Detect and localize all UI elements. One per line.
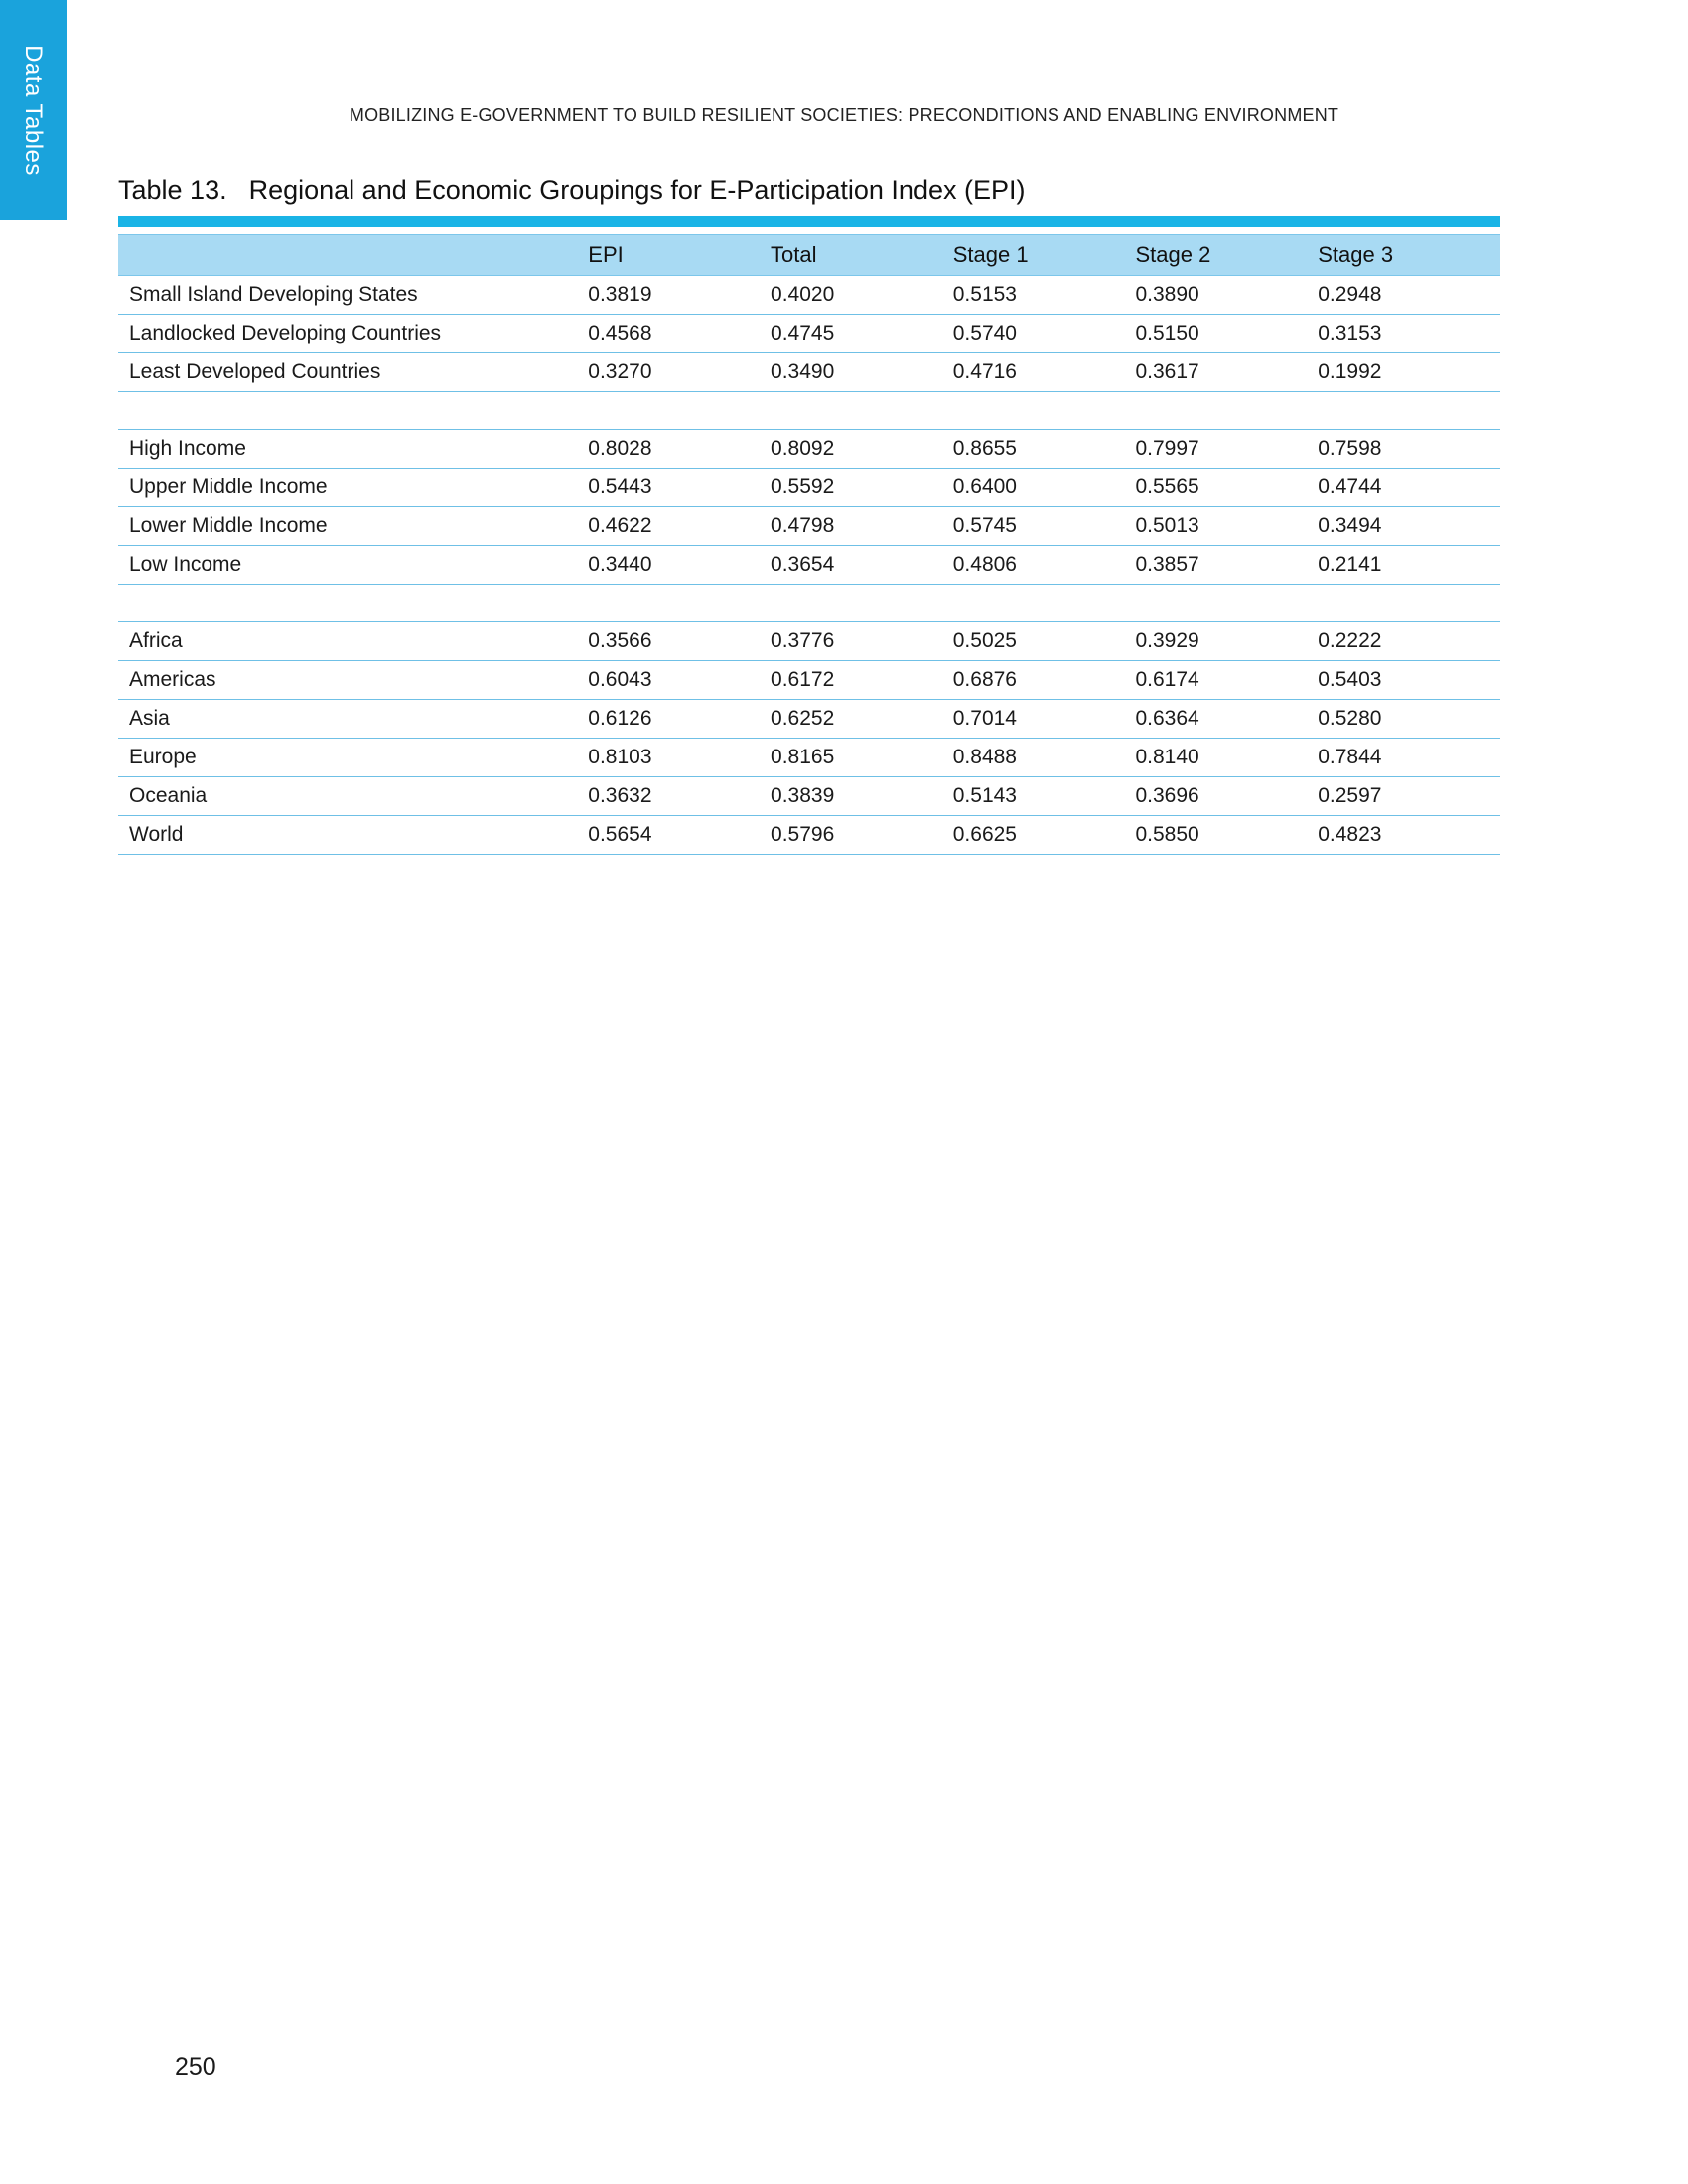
row-label-cell: Small Island Developing States bbox=[118, 276, 588, 315]
header-cell bbox=[118, 235, 588, 276]
row-label-cell: Africa bbox=[118, 622, 588, 661]
value-cell: 0.4020 bbox=[771, 276, 953, 315]
value-cell: 0.2222 bbox=[1318, 622, 1500, 661]
value-cell: 0.6400 bbox=[953, 469, 1136, 507]
value-cell: 0.3819 bbox=[588, 276, 771, 315]
value-cell: 0.7844 bbox=[1318, 739, 1500, 777]
table-row bbox=[118, 469, 1500, 507]
separator-cell bbox=[118, 585, 1500, 622]
value-cell: 0.3490 bbox=[771, 353, 953, 392]
row-label-cell: Asia bbox=[118, 700, 588, 739]
table-row bbox=[118, 777, 1500, 816]
value-cell: 0.4745 bbox=[771, 315, 953, 353]
value-cell: 0.3890 bbox=[1135, 276, 1318, 315]
value-cell: 0.6625 bbox=[953, 816, 1136, 855]
value-cell: 0.6126 bbox=[588, 700, 771, 739]
value-cell: 0.3632 bbox=[588, 777, 771, 816]
running-header: MOBILIZING E-GOVERNMENT TO BUILD RESILIENT SOCIETIES: PRECONDITIONS AND ENABLING ENVIRONMENT bbox=[349, 105, 1339, 125]
row-label-cell: Upper Middle Income bbox=[118, 469, 588, 507]
value-cell: 0.1992 bbox=[1318, 353, 1500, 392]
header-cell: Total bbox=[771, 235, 953, 276]
value-cell: 0.5745 bbox=[953, 507, 1136, 546]
value-cell: 0.3696 bbox=[1135, 777, 1318, 816]
value-cell: 0.6043 bbox=[588, 661, 771, 700]
table-row bbox=[118, 816, 1500, 855]
value-cell: 0.3494 bbox=[1318, 507, 1500, 546]
row-label-cell: Europe bbox=[118, 739, 588, 777]
value-cell: 0.5280 bbox=[1318, 700, 1500, 739]
table-title bbox=[118, 175, 1026, 205]
table-row bbox=[118, 353, 1500, 392]
value-cell: 0.5565 bbox=[1135, 469, 1318, 507]
value-cell: 0.3617 bbox=[1135, 353, 1318, 392]
row-label-cell: Least Developed Countries bbox=[118, 353, 588, 392]
value-cell: 0.7014 bbox=[953, 700, 1136, 739]
row-label-cell: World bbox=[118, 816, 588, 855]
value-cell: 0.5025 bbox=[953, 622, 1136, 661]
value-cell: 0.8140 bbox=[1135, 739, 1318, 777]
data-table bbox=[118, 234, 1500, 855]
page-number: 250 bbox=[175, 2053, 216, 2081]
value-cell: 0.3153 bbox=[1318, 315, 1500, 353]
header-cell: Stage 2 bbox=[1135, 235, 1318, 276]
value-cell: 0.8103 bbox=[588, 739, 771, 777]
value-cell: 0.3776 bbox=[771, 622, 953, 661]
value-cell: 0.6172 bbox=[771, 661, 953, 700]
value-cell: 0.8092 bbox=[771, 430, 953, 469]
row-label-cell: Landlocked Developing Countries bbox=[118, 315, 588, 353]
value-cell: 0.5654 bbox=[588, 816, 771, 855]
header-cell: Stage 1 bbox=[953, 235, 1136, 276]
value-cell: 0.4568 bbox=[588, 315, 771, 353]
row-label-cell: Lower Middle Income bbox=[118, 507, 588, 546]
value-cell: 0.7997 bbox=[1135, 430, 1318, 469]
table-row bbox=[118, 315, 1500, 353]
value-cell: 0.3857 bbox=[1135, 546, 1318, 585]
value-cell: 0.3929 bbox=[1135, 622, 1318, 661]
table-header-row bbox=[118, 235, 1500, 276]
value-cell: 0.2948 bbox=[1318, 276, 1500, 315]
table-title-text: Regional and Economic Groupings for E-Participation Index (EPI) bbox=[248, 175, 1026, 205]
table-row bbox=[118, 661, 1500, 700]
row-label-cell: High Income bbox=[118, 430, 588, 469]
group-separator bbox=[118, 585, 1500, 622]
value-cell: 0.3440 bbox=[588, 546, 771, 585]
table-body bbox=[118, 276, 1500, 855]
value-cell: 0.3654 bbox=[771, 546, 953, 585]
value-cell: 0.5153 bbox=[953, 276, 1136, 315]
table-row bbox=[118, 700, 1500, 739]
table-number: Table 13. bbox=[118, 175, 227, 205]
value-cell: 0.2141 bbox=[1318, 546, 1500, 585]
value-cell: 0.8028 bbox=[588, 430, 771, 469]
value-cell: 0.3566 bbox=[588, 622, 771, 661]
value-cell: 0.3839 bbox=[771, 777, 953, 816]
value-cell: 0.8655 bbox=[953, 430, 1136, 469]
table-row bbox=[118, 739, 1500, 777]
value-cell: 0.6364 bbox=[1135, 700, 1318, 739]
value-cell: 0.4716 bbox=[953, 353, 1136, 392]
value-cell: 0.5592 bbox=[771, 469, 953, 507]
value-cell: 0.5850 bbox=[1135, 816, 1318, 855]
separator-cell bbox=[118, 392, 1500, 430]
row-label-cell: Americas bbox=[118, 661, 588, 700]
value-cell: 0.4798 bbox=[771, 507, 953, 546]
value-cell: 0.5143 bbox=[953, 777, 1136, 816]
value-cell: 0.2597 bbox=[1318, 777, 1500, 816]
value-cell: 0.4622 bbox=[588, 507, 771, 546]
section-tab-label: Data Tables bbox=[20, 45, 47, 176]
header-cell: Stage 3 bbox=[1318, 235, 1500, 276]
group-separator bbox=[118, 392, 1500, 430]
value-cell: 0.8488 bbox=[953, 739, 1136, 777]
value-cell: 0.4806 bbox=[953, 546, 1136, 585]
value-cell: 0.4823 bbox=[1318, 816, 1500, 855]
value-cell: 0.3270 bbox=[588, 353, 771, 392]
value-cell: 0.6174 bbox=[1135, 661, 1318, 700]
title-rule bbox=[118, 216, 1500, 227]
table-row bbox=[118, 546, 1500, 585]
value-cell: 0.5150 bbox=[1135, 315, 1318, 353]
value-cell: 0.5740 bbox=[953, 315, 1136, 353]
table-row bbox=[118, 276, 1500, 315]
value-cell: 0.7598 bbox=[1318, 430, 1500, 469]
value-cell: 0.4744 bbox=[1318, 469, 1500, 507]
row-label-cell: Oceania bbox=[118, 777, 588, 816]
table-row bbox=[118, 430, 1500, 469]
table-row bbox=[118, 622, 1500, 661]
value-cell: 0.8165 bbox=[771, 739, 953, 777]
row-label-cell: Low Income bbox=[118, 546, 588, 585]
header-cell: EPI bbox=[588, 235, 771, 276]
value-cell: 0.6876 bbox=[953, 661, 1136, 700]
value-cell: 0.6252 bbox=[771, 700, 953, 739]
value-cell: 0.5013 bbox=[1135, 507, 1318, 546]
value-cell: 0.5443 bbox=[588, 469, 771, 507]
value-cell: 0.5403 bbox=[1318, 661, 1500, 700]
value-cell: 0.5796 bbox=[771, 816, 953, 855]
table-row bbox=[118, 507, 1500, 546]
